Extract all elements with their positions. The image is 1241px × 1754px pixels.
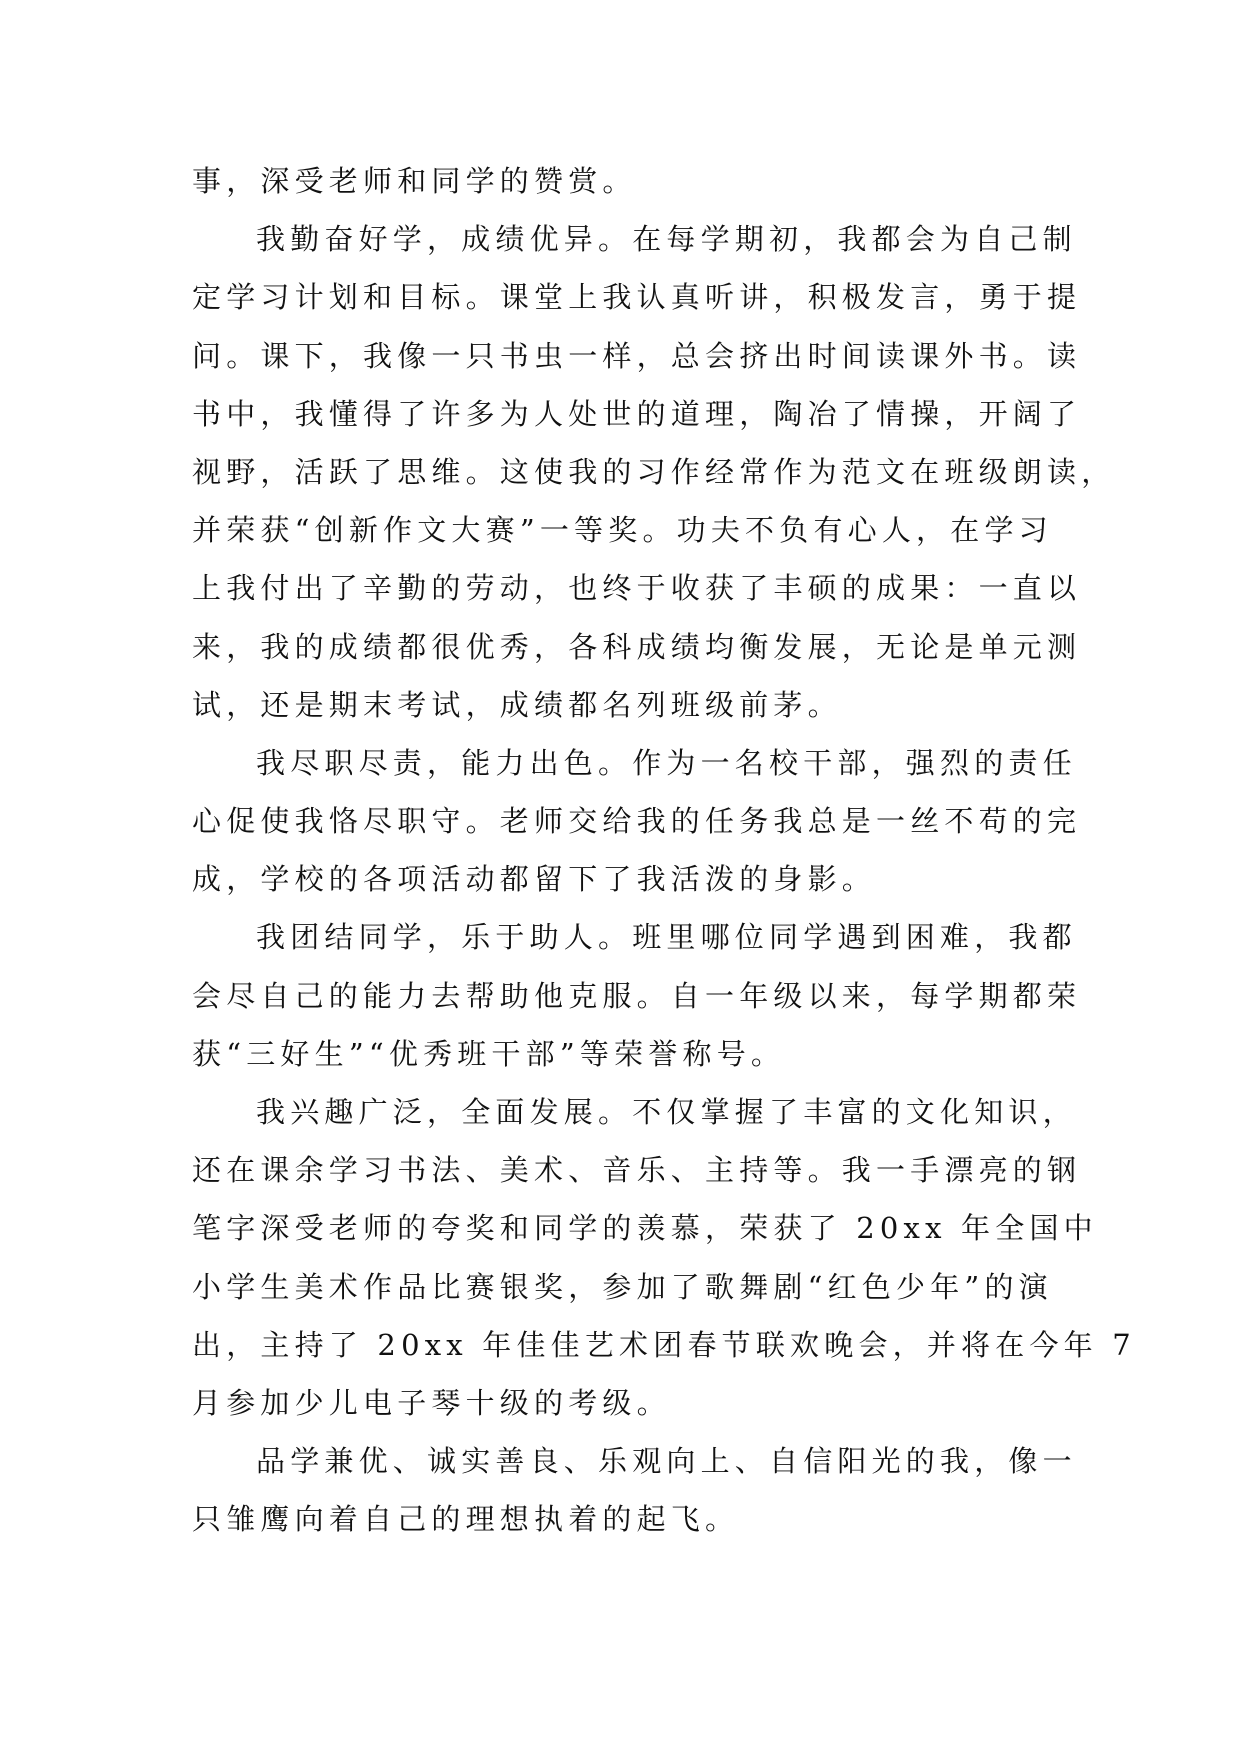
paragraph-line: 月参加少儿电子琴十级的考级。 <box>192 1385 671 1420</box>
paragraph-line: 试，还是期末考试，成绩都名列班级前茅。 <box>192 687 842 722</box>
paragraph-line: 我勤奋好学，成绩优异。在每学期初，我都会为自己制 <box>256 222 1077 257</box>
paragraph-line: 品学兼优、诚实善良、乐观向上、自信阳光的我，像一 <box>256 1444 1077 1479</box>
paragraph <box>192 734 1082 909</box>
paragraph <box>192 1083 1136 1432</box>
paragraph-line: 定学习计划和目标。课堂上我认真听讲，积极发言，勇于提 <box>192 280 1082 315</box>
paragraph-line: 心促使我恪尽职守。老师交给我的任务我总是一丝不苟的完 <box>192 804 1082 839</box>
paragraph-line: 视野，活跃了思维。这使我的习作经常作为范文在班级朗读， <box>192 454 1116 489</box>
paragraph-line: 小学生美术作品比赛银奖，参加了歌舞剧“红色少年”的演 <box>192 1269 1053 1304</box>
paragraph-line: 还在课余学习书法、美术、音乐、主持等。我一手漂亮的钢 <box>192 1153 1082 1188</box>
paragraph-line: 成，学校的各项活动都留下了我活泼的身影。 <box>192 862 877 897</box>
paragraph-line: 我团结同学，乐于助人。班里哪位同学遇到困难，我都 <box>256 920 1077 955</box>
paragraph-line: 我兴趣广泛，全面发展。不仅掌握了丰富的文化知识， <box>256 1095 1077 1129</box>
document-body <box>192 152 1136 1549</box>
paragraph-line: 出，主持了 20xx 年佳佳艺术团春节联欢晚会，并将在今年 7 <box>192 1327 1136 1362</box>
paragraph <box>192 908 1082 1083</box>
paragraph-line: 问。课下，我像一只书虫一样，总会挤出时间读课外书。读 <box>192 338 1082 373</box>
paragraph <box>192 1432 1077 1548</box>
paragraph-line: 会尽自己的能力去帮助他克服。自一年级以来，每学期都荣 <box>192 978 1082 1013</box>
paragraph-line: 只雏鹰向着自己的理想执着的起飞。 <box>192 1502 740 1537</box>
paragraph-line: 笔字深受老师的夸奖和同学的羡慕，荣获了 20xx 年全国中 <box>192 1211 1098 1246</box>
paragraph-line: 书中，我懂得了许多为人处世的道理，陶冶了情操，开阔了 <box>192 396 1082 431</box>
paragraph <box>192 152 1052 210</box>
paragraph-line: 事，深受老师和同学的赞赏。 <box>192 164 637 198</box>
paragraph <box>192 210 1116 734</box>
paragraph-line: 获“三好生”“优秀班干部”等荣誉称号。 <box>192 1036 786 1071</box>
paragraph-line: 我尽职尽责，能力出色。作为一名校干部，强烈的责任 <box>256 745 1077 780</box>
paragraph-line: 上我付出了辛勤的劳动，也终于收获了丰硕的成果：一直以 <box>192 571 1082 606</box>
paragraph-line: 来，我的成绩都很优秀，各科成绩均衡发展，无论是单元测 <box>192 629 1082 664</box>
paragraph-line: 并荣获“创新作文大赛”一等奖。功夫不负有心人，在学习 <box>192 513 1053 548</box>
